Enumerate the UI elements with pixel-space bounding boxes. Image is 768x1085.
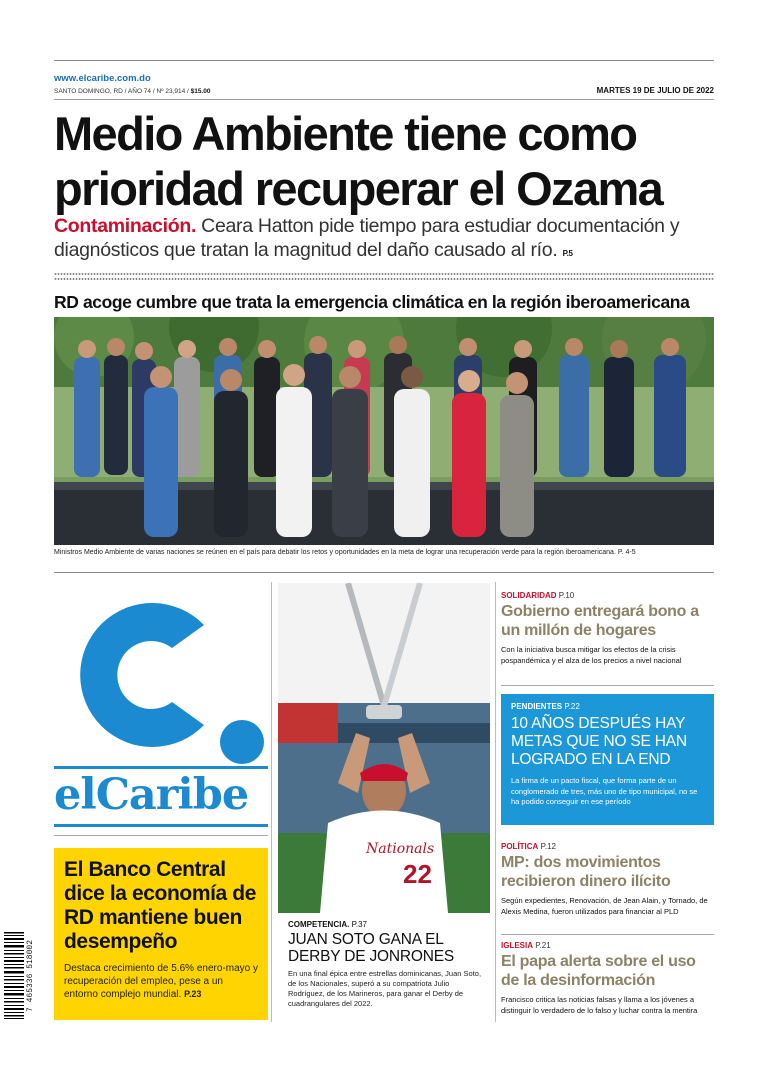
photo-caption <box>54 549 714 556</box>
lead-headline[interactable] <box>54 106 734 216</box>
politica-kicker <box>501 842 714 851</box>
summit-group-photo[interactable] <box>54 317 714 545</box>
solidaridad-kicker-text: SOLIDARIDAD <box>501 591 557 600</box>
banco-text <box>64 962 258 1001</box>
soto-kicker-text: COMPETENCIA. <box>288 920 350 929</box>
iglesia-story[interactable] <box>501 941 714 1016</box>
politica-page-ref: P.12 <box>538 842 556 851</box>
soto-page-ref: P.37 <box>349 920 367 929</box>
iglesia-headline: El papa alerta sobre el uso de la desinformación <box>501 953 696 989</box>
top-rule <box>54 60 714 61</box>
soto-story[interactable] <box>288 920 488 1009</box>
right-column-rule <box>501 685 714 686</box>
jersey-lettering: Nationals <box>366 841 435 857</box>
summit-photo-illustration <box>54 317 714 545</box>
iglesia-page-ref: P.21 <box>533 941 551 950</box>
pendientes-text: La firma de un pacto fiscal, que forma parte de un conglomerado de tres, más uno de tipo municipal, no se ha podido conseguir en ese período <box>511 776 698 806</box>
iglesia-kicker-text: IGLESIA <box>501 941 534 950</box>
politica-headline: MP: dos movimientos recibieron dinero ilícito <box>501 854 671 890</box>
barcode <box>2 930 26 1022</box>
caption-rule <box>54 572 714 573</box>
pendientes-headline: 10 AÑOS DESPUÉS HAY METAS QUE NO SE HAN LOGRADO EN LA END <box>511 715 687 768</box>
edition-meta <box>54 88 211 95</box>
site-url-link[interactable]: www.elcaribe.com.do <box>54 73 151 84</box>
photo-caption-page-ref: P. 4-5 <box>615 549 636 556</box>
soto-photo-illustration <box>278 583 490 913</box>
elcaribe-logo-mark[interactable] <box>54 580 269 770</box>
column-divider <box>271 582 272 1022</box>
barcode-number: 7 465336 518002 <box>26 940 35 1013</box>
edition-meta-text: SANTO DOMINGO, RD / AÑO 74 / Nº 23,914 / <box>54 88 191 95</box>
elcaribe-wordmark[interactable]: elCaribe <box>54 770 249 820</box>
logo-thin-rule <box>54 835 268 836</box>
lead-kicker: Contaminación. <box>54 215 197 237</box>
pendientes-kicker-text: PENDIENTES <box>511 702 563 711</box>
pendientes-kicker <box>511 702 704 711</box>
photo-story-headline[interactable]: RD acoge cumbre que trata la emergencia climática en la región iberoamericana <box>54 292 690 312</box>
edition-price: $15.00 <box>190 88 211 95</box>
lead-headline-line1: Medio Ambiente tiene como <box>54 107 637 160</box>
right-column-rule <box>501 934 714 935</box>
edition-date: MARTES 19 DE JULIO DE 2022 <box>596 86 714 95</box>
iglesia-text: Francisco critica las noticias falsas y llama a los jóvenes a distinguir lo verdadero de lo falso y luchar contra la mentira <box>501 995 698 1015</box>
banco-text-body: Destaca crecimiento de 5.6% enero-mayo y recuperación del empleo, pese a un entorno complejo mundial. <box>64 963 258 1000</box>
lead-deck-text: Ceara Hatton pide tiempo para estudiar documentación y diagnósticos que tratan la magnitud del daño causado al río. <box>54 215 680 261</box>
logo-rule-bottom <box>54 824 268 827</box>
meta-rule <box>54 99 714 100</box>
iglesia-kicker <box>501 941 714 950</box>
solidaridad-text: Con la iniciativa busca mitigar los efectos de la crisis pospandémica y el alza de los precios a nivel nacional <box>501 645 682 665</box>
solidaridad-headline: Gobierno entregará bono a un millón de hogares <box>501 603 699 639</box>
column-divider <box>495 582 496 1022</box>
politica-text: Según expedientes, Renovación, de Jean Alain, y Tornado, de Alexis Medina, fueron utilizados para financiar al PLD <box>501 896 708 916</box>
lead-page-ref: P.5 <box>562 249 573 258</box>
lead-headline-line2: prioridad recuperar el Ozama <box>54 162 663 215</box>
barcode-icon <box>2 930 26 1022</box>
dotted-rule <box>54 277 714 281</box>
soto-trophy-photo[interactable] <box>278 583 490 913</box>
banco-page-ref: P.23 <box>184 989 202 999</box>
photo-caption-text: Ministros Medio Ambiente de varias naciones se reúnen en el país para debatir los retos y oportunidades en la meta de lograr una recuperación verde para la región iberoamericana. <box>54 549 616 556</box>
soto-text: En una final épica entre estrellas dominicanas, Juan Soto, de los Nacionales, superó a su compatriota Julio Rodríguez, de los Marineros, para ganar el Derby de cuadrangulares del 2022. <box>288 969 482 1008</box>
solidaridad-kicker <box>501 591 714 600</box>
pendientes-story[interactable] <box>501 694 714 825</box>
lead-deck <box>54 214 714 266</box>
banco-headline: El Banco Central dice la economía de RD mantiene buen desempeño <box>64 858 256 953</box>
soto-headline: JUAN SOTO GANA EL DERBY DE JONRONES <box>288 931 454 965</box>
politica-story[interactable] <box>501 842 714 917</box>
banco-central-story[interactable] <box>54 848 268 1020</box>
logo-c-icon <box>54 580 269 770</box>
logo-rule-top <box>54 766 268 769</box>
jersey-number: 22 <box>403 859 432 889</box>
pendientes-page-ref: P.22 <box>562 702 580 711</box>
solidaridad-page-ref: P.10 <box>556 591 575 600</box>
soto-kicker <box>288 920 488 929</box>
politica-kicker-text: POLÍTICA <box>501 842 539 851</box>
solidaridad-story[interactable] <box>501 591 714 666</box>
dotted-rule <box>54 272 714 276</box>
